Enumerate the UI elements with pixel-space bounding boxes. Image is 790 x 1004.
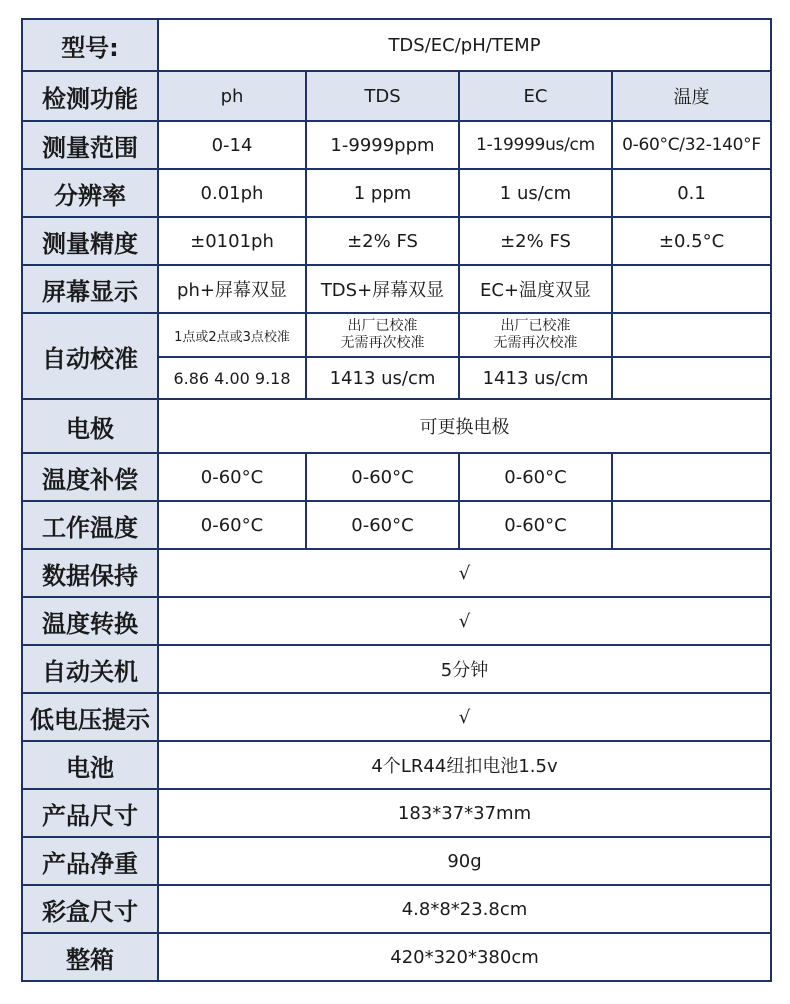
table-row [22, 19, 771, 71]
table-cell: ph+屏幕双显 [158, 265, 306, 313]
table-cell: ±2% FS [306, 217, 459, 265]
table-row [22, 933, 771, 981]
table-row [22, 789, 771, 837]
row-label-auto-off: 自动关机 [22, 645, 158, 693]
table-cell: 420*320*380cm [158, 933, 771, 981]
col-header-tds: TDS [306, 71, 459, 121]
table-row [22, 313, 771, 357]
row-label-weight: 产品净重 [22, 837, 158, 885]
table-row [22, 693, 771, 741]
table-cell: 0-60°C [306, 501, 459, 549]
row-label-battery: 电池 [22, 741, 158, 789]
row-label-functions: 检测功能 [22, 71, 158, 121]
table-cell: 0-60°C [158, 501, 306, 549]
table-row [22, 265, 771, 313]
spec-table [21, 18, 772, 982]
cell-line: 出厂已校准 [500, 318, 571, 334]
table-cell: ±0101ph [158, 217, 306, 265]
table-row [22, 885, 771, 933]
table-cell: 0-60°C [158, 453, 306, 501]
row-label-size: 产品尺寸 [22, 789, 158, 837]
table-row [22, 645, 771, 693]
row-label-carton: 整箱 [22, 933, 158, 981]
row-label-calibration: 自动校准 [22, 313, 158, 399]
row-label-temp-convert: 温度转换 [22, 597, 158, 645]
table-row [22, 597, 771, 645]
row-label-display: 屏幕显示 [22, 265, 158, 313]
check-mark: √ [158, 549, 771, 597]
table-cell: 1413 us/cm [459, 357, 612, 399]
table-cell: 5分钟 [158, 645, 771, 693]
table-cell: 0-60°C/32-140°F [612, 121, 771, 169]
cell-line: 出厂已校准 [347, 318, 418, 334]
table-cell [612, 265, 771, 313]
table-cell: 1 ppm [306, 169, 459, 217]
table-cell: 0-60°C [459, 501, 612, 549]
table-cell: ±2% FS [459, 217, 612, 265]
row-label-low-battery: 低电压提示 [22, 693, 158, 741]
check-mark: √ [158, 693, 771, 741]
col-header-ec: EC [459, 71, 612, 121]
table-cell: 6.86 4.00 9.18 [158, 357, 306, 399]
table-row [22, 399, 771, 453]
row-label-electrode: 电极 [22, 399, 158, 453]
check-mark: √ [158, 597, 771, 645]
table-cell: 0-60°C [306, 453, 459, 501]
table-cell [612, 357, 771, 399]
table-row [22, 71, 771, 121]
model-value: TDS/EC/pH/TEMP [158, 19, 771, 71]
table-row [22, 217, 771, 265]
table-cell: TDS+屏幕双显 [306, 265, 459, 313]
table-cell: 0.1 [612, 169, 771, 217]
table-cell: 0-60°C [459, 453, 612, 501]
table-cell: 0.01ph [158, 169, 306, 217]
table-cell: 1 us/cm [459, 169, 612, 217]
cell-line: 无需再次校准 [493, 335, 578, 351]
table-cell: ±0.5°C [612, 217, 771, 265]
row-label-data-hold: 数据保持 [22, 549, 158, 597]
table-row [22, 501, 771, 549]
table-cell [612, 453, 771, 501]
col-header-ph: ph [158, 71, 306, 121]
table-cell [306, 313, 459, 357]
table-cell: 1点或2点或3点校准 [158, 313, 306, 357]
cell-line: 无需再次校准 [340, 335, 425, 351]
table-cell: 1413 us/cm [306, 357, 459, 399]
row-label-resolution: 分辨率 [22, 169, 158, 217]
table-row [22, 837, 771, 885]
row-label-accuracy: 测量精度 [22, 217, 158, 265]
table-cell: 1-19999us/cm [459, 121, 612, 169]
table-row [22, 549, 771, 597]
table-cell: 0-14 [158, 121, 306, 169]
table-row [22, 453, 771, 501]
table-cell: 90g [158, 837, 771, 885]
row-label-temp-comp: 温度补偿 [22, 453, 158, 501]
table-cell: 4.8*8*23.8cm [158, 885, 771, 933]
table-row [22, 169, 771, 217]
col-header-temp: 温度 [612, 71, 771, 121]
table-cell: 1-9999ppm [306, 121, 459, 169]
table-cell [459, 313, 612, 357]
table-cell [612, 501, 771, 549]
table-row [22, 121, 771, 169]
table-cell: 可更换电极 [158, 399, 771, 453]
table-row [22, 741, 771, 789]
table-cell: EC+温度双显 [459, 265, 612, 313]
row-label-work-temp: 工作温度 [22, 501, 158, 549]
row-label-range: 测量范围 [22, 121, 158, 169]
row-label-model: 型号: [22, 19, 158, 71]
table-cell: 183*37*37mm [158, 789, 771, 837]
row-label-box-size: 彩盒尺寸 [22, 885, 158, 933]
table-cell [612, 313, 771, 357]
table-cell: 4个LR44纽扣电池1.5v [158, 741, 771, 789]
